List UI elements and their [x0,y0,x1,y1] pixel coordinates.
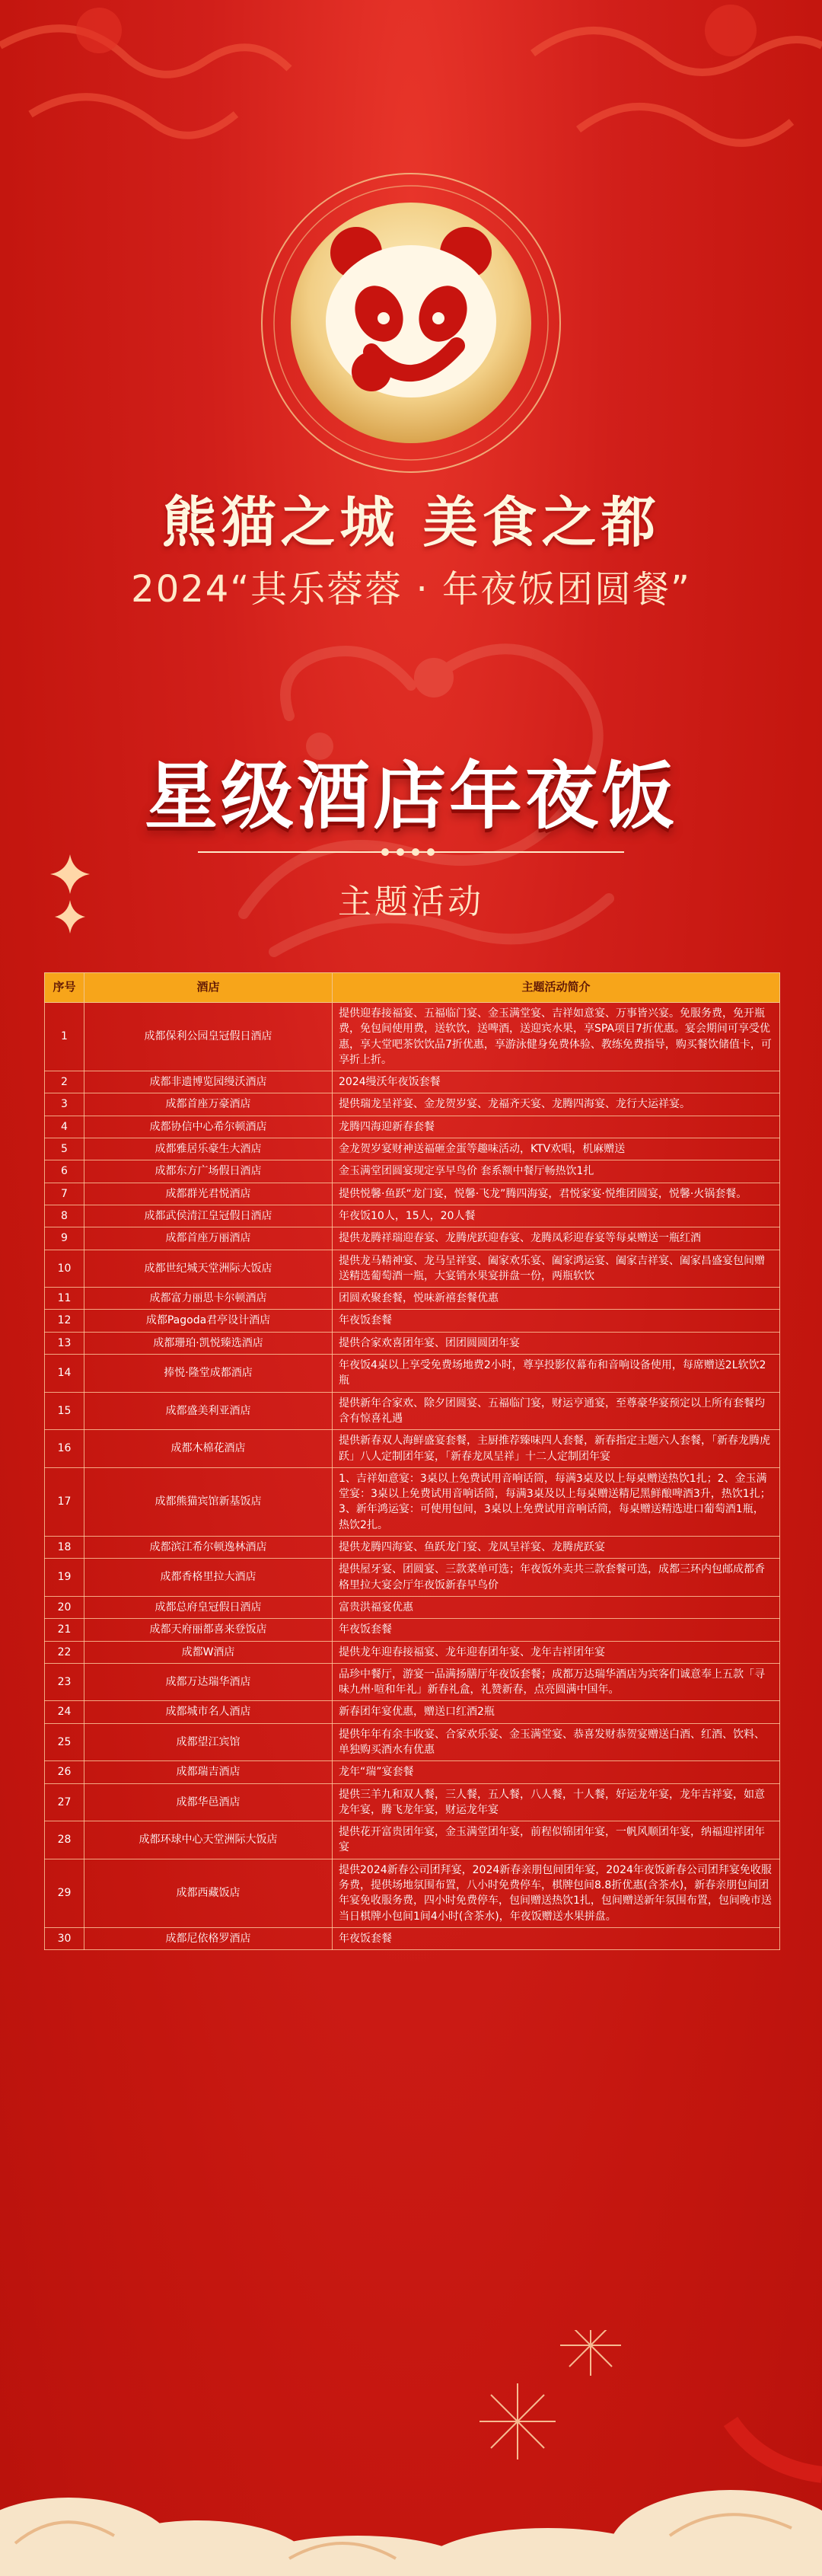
row-hotel: 捧悦·隆堂成都酒店 [84,1355,333,1393]
row-hotel: 成都滨江希尔顿逸林酒店 [84,1537,333,1559]
campaign-title: 2024“其乐蓉蓉 · 年夜饭团圆餐” [131,568,691,611]
table-row [45,1205,780,1227]
row-index: 5 [45,1138,84,1160]
row-description: 年夜饭套餐 [333,1619,780,1641]
header-description: 主题活动简介 [333,973,780,1003]
row-index: 18 [45,1537,84,1559]
sub-title: 主题活动 [338,883,484,921]
row-description: 提供龙年迎春接福宴、龙年迎春团年宴、龙年吉祥团年宴 [333,1641,780,1663]
table-row [45,1003,780,1071]
row-index: 17 [45,1467,84,1536]
row-description: 新春团年宴优惠，赠送口红酒2瓶 [333,1701,780,1723]
table-row [45,1701,780,1723]
row-index: 28 [45,1821,84,1859]
table-row [45,1761,780,1783]
table-row [45,1559,780,1597]
row-description: 提供花开富贵团年宴，金玉满堂团年宴，前程似锦团年宴，一帆风顺团年宴，纳福迎祥团年宴 [333,1821,780,1859]
row-description: 提供龙马精神宴、龙马呈祥宴、阖家欢乐宴、阖家鸿运宴、阖家吉祥宴、阖家昌盛宴包间赠送精选葡萄酒一瓶，大宴销水果宴拼盘一份，两瓶软饮 [333,1250,780,1288]
row-description: 提供年年有余丰收宴、合家欢乐宴、金玉满堂宴、恭喜发财恭贺宴赠送白酒、红酒、饮料、单独购买酒水有优惠 [333,1723,780,1761]
row-index: 25 [45,1723,84,1761]
top-cloud-decoration [0,0,822,198]
table-row [45,1227,780,1250]
row-description: 提供迎春接福宴、五福临门宴、金玉满堂宴、吉祥如意宴、万事皆兴宴。免服务费，免开瓶费，免包间使用费，送软饮，送啤酒，送迎宾水果，享SPA项目7折优惠。宴会期间可享受优惠，享大堂吧茶饮饮品7折优惠，享游泳健身免费体验、教练免费指导，购买餐饮储值卡，可享折上折。 [333,1003,780,1071]
row-hotel: 成都万达瑞华酒店 [84,1663,333,1701]
row-description: 1、吉祥如意宴：3桌以上免费试用音响话筒，每满3桌及以上每桌赠送热饮1扎；2、金玉满堂宴：3桌以上免费试用音响话筒，每满3桌及以上每桌赠送精尼黑鲜酿啤酒3升，热饮1扎；3、新年鸿运宴：可使用包间，3桌以上免费试用音响话筒，每桌赠送精选进口葡萄酒1瓶，热饮2扎。 [333,1467,780,1536]
table-row [45,1116,780,1138]
row-hotel: 成都首座万丽酒店 [84,1227,333,1250]
row-index: 24 [45,1701,84,1723]
row-description: 2024缦沃年夜饭套餐 [333,1071,780,1093]
row-description: 提供龙腾祥瑞迎春宴、龙腾虎跃迎春宴、龙腾凤彩迎春宴等每桌赠送一瓶红酒 [333,1227,780,1250]
row-description: 金龙贺岁宴财神送福砸金蛋等趣味活动，KTV欢唱，机麻赠送 [333,1138,780,1160]
table-row [45,1355,780,1393]
row-description: 年夜饭10人，15人，20人餐 [333,1205,780,1227]
row-hotel: 成都华邑酒店 [84,1783,333,1821]
table-row [45,1288,780,1310]
row-hotel: 成都天府丽都喜来登饭店 [84,1619,333,1641]
bottom-decoration [0,2330,822,2576]
row-hotel: 成都望江宾馆 [84,1723,333,1761]
row-hotel: 成都协信中心希尔顿酒店 [84,1116,333,1138]
table-row [45,1619,780,1641]
main-title: 星级酒店年夜饭 [145,754,677,839]
row-index: 10 [45,1250,84,1288]
row-description: 品珍中餐厅，游宴一品满扬膳厅年夜饭套餐；成都万达瑞华酒店为宾客们诚意奉上五款「寻味九州·喧和年礼」新春礼盒，礼赞新春，点亮圆满中国年。 [333,1663,780,1701]
row-index: 26 [45,1761,84,1783]
row-index: 14 [45,1355,84,1393]
row-index: 19 [45,1559,84,1597]
row-hotel: 成都首座万豪酒店 [84,1093,333,1116]
row-index: 15 [45,1392,84,1430]
row-hotel: 成都城市名人酒店 [84,1701,333,1723]
table-row [45,1783,780,1821]
row-description: 提供新春双人海鲜盛宴套餐，主厨推荐臻味四人套餐，新春指定主题六人套餐，「新春龙腾虎跃」八人定制团年宴，「新春龙凤呈祥」十二人定制团年宴 [333,1430,780,1468]
row-description: 龙年“瑞”宴套餐 [333,1761,780,1783]
row-description: 年夜饭套餐 [333,1310,780,1332]
row-index: 1 [45,1003,84,1071]
table-row [45,1663,780,1701]
table-row [45,1250,780,1288]
row-index: 11 [45,1288,84,1310]
header-hotel: 酒店 [84,973,333,1003]
row-index: 29 [45,1859,84,1927]
table-row [45,1071,780,1093]
table-row [45,1641,780,1663]
table-row [45,1467,780,1536]
row-hotel: 成都非遗博览园缦沃酒店 [84,1071,333,1093]
panda-logo [257,169,565,477]
row-description: 金玉满堂团圆宴现定享早鸟价 套系额中餐厅畅热饮1扎 [333,1160,780,1183]
row-description: 提供屋牙宴、团圆宴、三款菜单可选；年夜饭外卖共三款套餐可选，成都三环内包邮成都香格里拉大宴会厅年夜饭新春早鸟价 [333,1559,780,1597]
table-row [45,1596,780,1618]
table-row [45,1093,780,1116]
row-index: 4 [45,1116,84,1138]
row-index: 16 [45,1430,84,1468]
row-hotel: 成都保利公园皇冠假日酒店 [84,1003,333,1071]
row-index: 12 [45,1310,84,1332]
table-row [45,1310,780,1332]
table-row [45,1821,780,1859]
row-description: 提供龙腾四海宴、鱼跃龙门宴、龙凤呈祥宴、龙腾虎跃宴 [333,1537,780,1559]
row-hotel: 成都东方广场假日酒店 [84,1160,333,1183]
row-index: 20 [45,1596,84,1618]
row-hotel: 成都Pagoda君亭设计酒店 [84,1310,333,1332]
row-hotel: 成都世纪城天堂洲际大饭店 [84,1250,333,1288]
row-hotel: 成都群光君悦酒店 [84,1183,333,1205]
row-index: 30 [45,1927,84,1949]
row-hotel: 成都W酒店 [84,1641,333,1663]
row-description: 提供瑞龙呈祥宴、金龙贺岁宴、龙福齐天宴、龙腾四海宴、龙行大运祥宴。 [333,1093,780,1116]
table-row [45,1859,780,1927]
table-row [45,1430,780,1468]
row-hotel: 成都总府皇冠假日酒店 [84,1596,333,1618]
row-index: 13 [45,1332,84,1354]
row-description: 年夜饭套餐 [333,1927,780,1949]
row-description: 年夜饭4桌以上享受免费场地费2小时，尊享投影仪幕布和音响设备使用，每席赠送2L软饮2瓶 [333,1355,780,1393]
slogan-title: 熊猫之城 美食之都 [161,490,661,554]
row-hotel: 成都富力丽思卡尔顿酒店 [84,1288,333,1310]
row-index: 9 [45,1227,84,1250]
row-hotel: 成都珊珀·凯悦臻选酒店 [84,1332,333,1354]
table-row [45,1332,780,1354]
row-index: 7 [45,1183,84,1205]
row-description: 龙腾四海迎新春套餐 [333,1116,780,1138]
sparkle-icon [50,854,90,938]
table-row [45,1138,780,1160]
row-index: 27 [45,1783,84,1821]
row-hotel: 成都香格里拉大酒店 [84,1559,333,1597]
table-row [45,1537,780,1559]
row-description: 提供新年合家欢、除夕团圆宴、五福临门宴，财运亨通宴，至尊豪华宴预定以上所有套餐均含有惊喜礼遇 [333,1392,780,1430]
table-row [45,1183,780,1205]
table-row [45,1160,780,1183]
row-index: 23 [45,1663,84,1701]
row-hotel: 成都尼依格罗酒店 [84,1927,333,1949]
header-index: 序号 [45,973,84,1003]
row-hotel: 成都瑞吉酒店 [84,1761,333,1783]
events-table [44,972,780,1950]
row-description: 团圆欢聚套餐，悦味新禧套餐优惠 [333,1288,780,1310]
row-index: 3 [45,1093,84,1116]
row-description: 提供2024新春公司团拜宴，2024新春亲朋包间团年宴，2024年夜饭新春公司团拜宴免收服务费，提供场地氛围布置，八小时免费停车，棋牌包间8.8折优惠(含茶水)，新春亲朋包间团年宴免收服务费，四小时免费停车，包间赠送热饮1扎，包间赠送新年氛围布置，包间晚市送当日棋牌小包间1间4小时(含茶水)，年夜饭赠送水果拼盘。 [333,1859,780,1927]
row-hotel: 成都熊猫宾馆新基饭店 [84,1467,333,1536]
row-index: 8 [45,1205,84,1227]
row-description: 富贵洪福宴优惠 [333,1596,780,1618]
table-row [45,1392,780,1430]
row-index: 22 [45,1641,84,1663]
table-row [45,1927,780,1949]
row-description: 提供合家欢喜团年宴、团团圆圆团年宴 [333,1332,780,1354]
row-index: 6 [45,1160,84,1183]
row-hotel: 成都西藏饭店 [84,1859,333,1927]
row-hotel: 成都武侯清江皇冠假日酒店 [84,1205,333,1227]
row-index: 21 [45,1619,84,1641]
row-hotel: 成都木棉花酒店 [84,1430,333,1468]
table-header-row [45,973,780,1003]
row-description: 提供三羊九和双人餐，三人餐，五人餐，八人餐，十人餐，好运龙年宴，龙年吉祥宴，如意龙年宴，腾飞龙年宴，财运龙年宴 [333,1783,780,1821]
row-hotel: 成都雅居乐豪生大酒店 [84,1138,333,1160]
row-hotel: 成都盛美利亚酒店 [84,1392,333,1430]
title-divider [198,847,624,857]
table-row [45,1723,780,1761]
row-description: 提供悦馨·鱼跃“龙门宴，悦馨·飞龙”腾四海宴，君悦家宴·悦维团圆宴，悦馨·火锅套餐。 [333,1183,780,1205]
row-index: 2 [45,1071,84,1093]
row-hotel: 成都环球中心天堂洲际大饭店 [84,1821,333,1859]
